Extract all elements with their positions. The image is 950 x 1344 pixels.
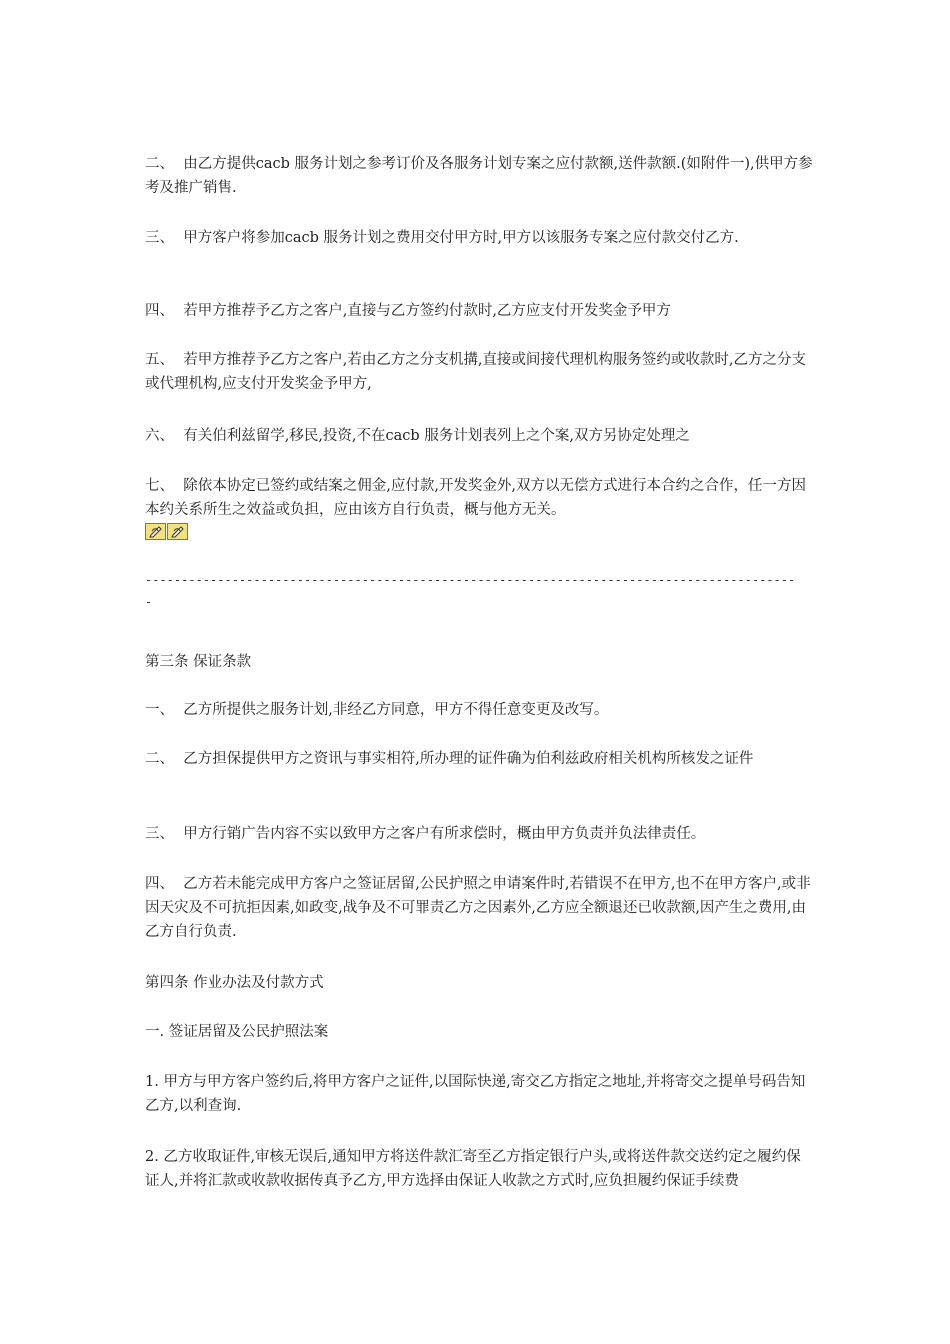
- paragraph-3-3: 三、 甲方行销广告内容不实以致甲方之客户有所求偿时，概由甲方负责并负法律责任。: [145, 826, 706, 842]
- section-4-heading: 第四条 作业办法及付款方式: [145, 975, 324, 991]
- paragraph-4: 四、 若甲方推荐予乙方之客户,直接与乙方签约付款时,乙方应支付开发奖金予甲方: [145, 303, 671, 319]
- pen-edit-icon[interactable]: [167, 523, 188, 540]
- icon-group: [145, 523, 188, 540]
- pen-edit-icon[interactable]: [145, 523, 166, 540]
- paragraph-5: 五、 若甲方推荐予乙方之客户,若由乙方之分支机搆,直接或间接代理机构服务签约或收款时,乙方之分支或代理机构,应支付开发奖金予甲方,: [145, 352, 807, 392]
- paragraph-6: 六、 有关伯利兹留学,移民,投资,不在cacb 服务计划表列上之个案,双方另协定处理之: [145, 428, 690, 444]
- paragraph-2: 二、 由乙方提供cacb 服务计划之参考订价及各服务计划专案之应付款额,送件款额.(如附件一),供甲方参考及推广销售.: [145, 156, 813, 196]
- paragraph-3-4: 四、 乙方若未能完成甲方客户之签证居留,公民护照之申请案件时,若错误不在甲方,也不在甲方客户,或非因天灾及不可抗拒因素,如政变,战争及不可罪责乙方之因素外,乙方应全额退还已收款额,因产生之费用,由乙方自行负责.: [145, 876, 811, 940]
- step-2: 2. 乙方收取证件,审核无误后,通知甲方将送件款汇寄至乙方指定银行户头,或将送件款交送约定之履约保证人,并将汇款或收款收据传真予乙方,甲方选择由保证人收款之方式时,应负担履约保证手续费: [145, 1149, 801, 1189]
- step-1: 1. 甲方与甲方客户签约后,将甲方客户之证件,以国际快递,寄交乙方指定之地址,并将寄交之提单号码告知乙方,以利查询.: [145, 1074, 806, 1114]
- separator-line: ------------------------------------------------------------------------------------------ -: [145, 573, 796, 609]
- subsection-4-1: 一. 签证居留及公民护照法案: [145, 1024, 329, 1040]
- section-3-heading: 第三条 保证条款: [145, 654, 252, 670]
- paragraph-3-2: 二、 乙方担保提供甲方之资讯与事实相符,所办理的证件确为伯利兹政府相关机构所核发之证件: [145, 751, 754, 767]
- paragraph-3: 三、 甲方客户将参加cacb 服务计划之费用交付甲方时,甲方以该服务专案之应付款交付乙方.: [145, 230, 739, 246]
- paragraph-3-1: 一、 乙方所提供之服务计划,非经乙方同意，甲方不得任意变更及改写。: [145, 702, 609, 718]
- paragraph-7: 七、 除依本协定已签约或结案之佣金,应付款,开发奖金外,双方以无偿方式进行本合约之合作，任一方因本约关系所生之效益或负担，应由该方自行负责，概与他方无关。: [145, 478, 807, 518]
